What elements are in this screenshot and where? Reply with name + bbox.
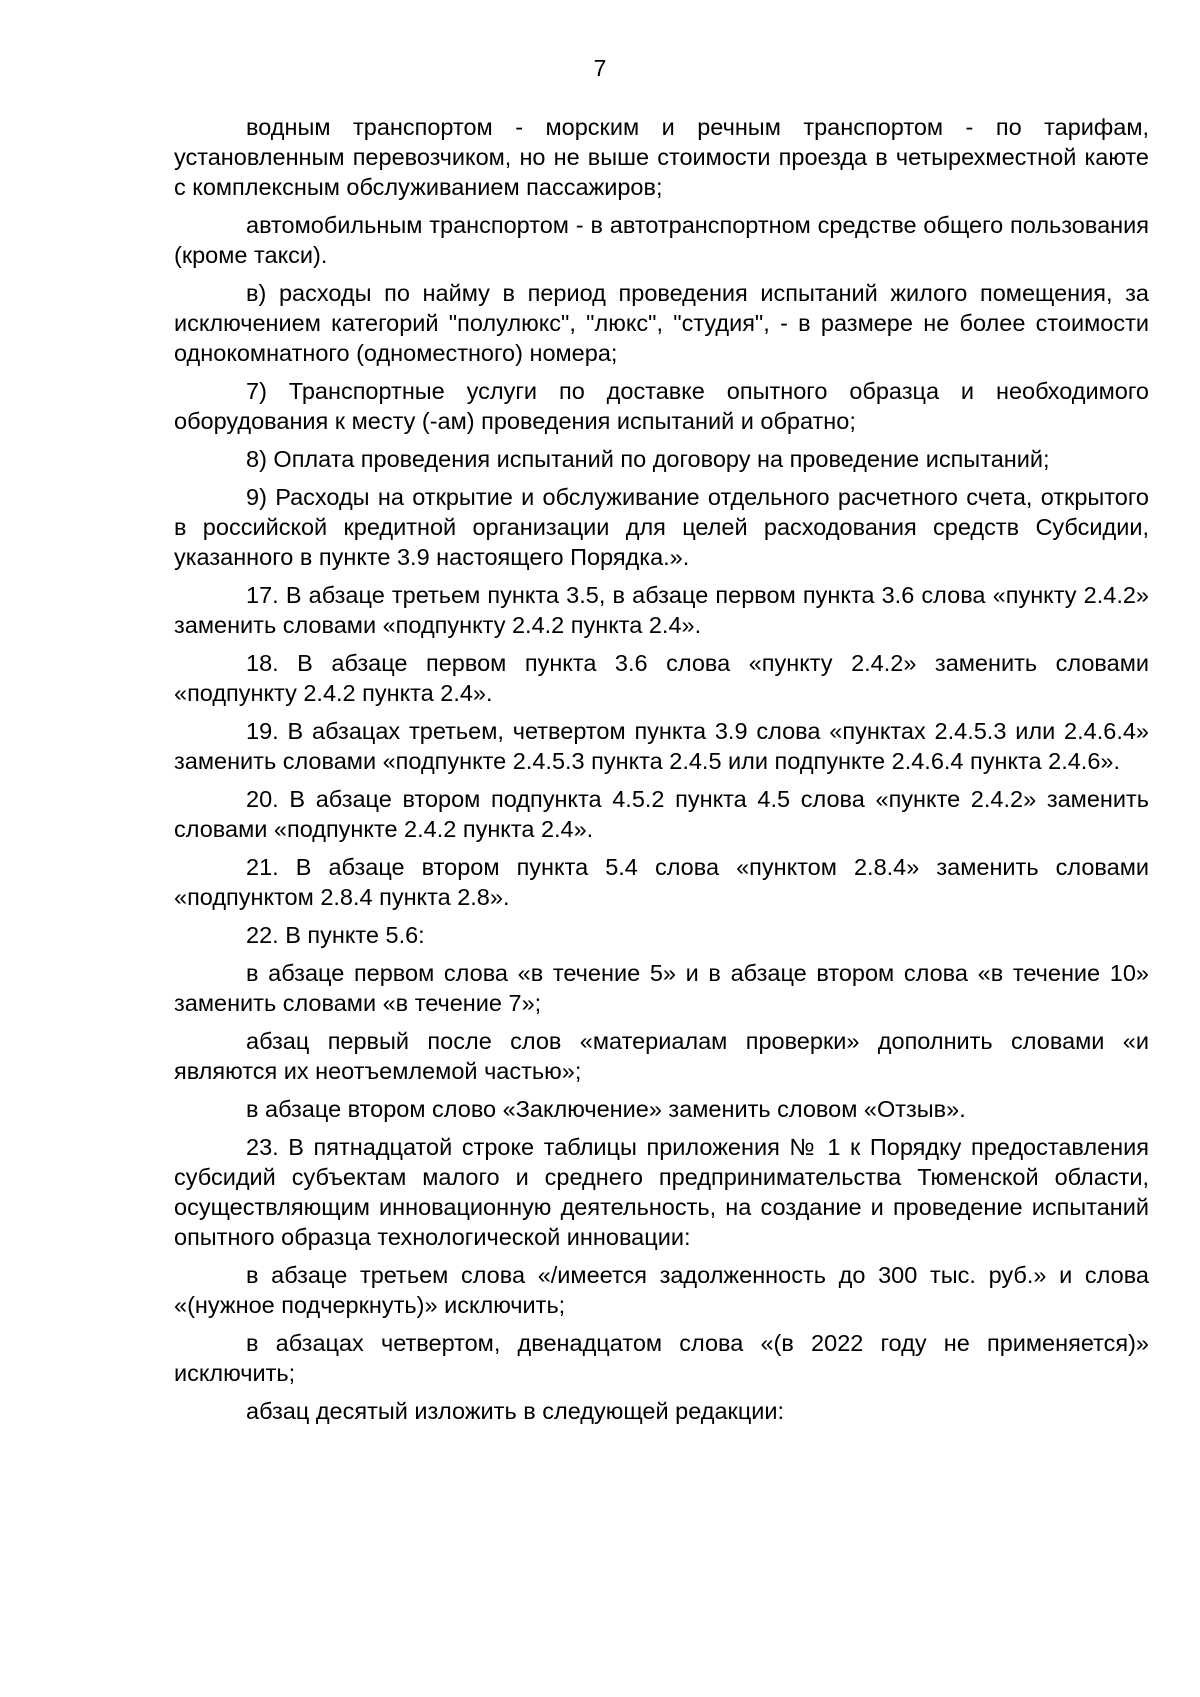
paragraph: 9) Расходы на открытие и обслуживание отдельного расчетного счета, открытого в российской кредитной организации для целей расходования средств Субсидии, указанного в пункте 3.9 настоящего Порядка.».: [174, 484, 1149, 570]
paragraph: 22. В пункте 5.6:: [246, 922, 425, 948]
paragraph: в абзацах четвертом, двенадцатом слова «(в 2022 году не применяется)» исключить;: [174, 1330, 1149, 1386]
paragraph: в абзаце третьем слова «/имеется задолженность до 300 тыс. руб.» и слова «(нужное подчеркнуть)» исключить;: [174, 1262, 1149, 1318]
paragraph: абзац первый после слов «материалам проверки» дополнить словами «и являются их неотъемлемой частью»;: [174, 1028, 1149, 1084]
paragraph: в) расходы по найму в период проведения испытаний жилого помещения, за исключением категорий "полулюкс", "люкс", "студия", - в размере не более стоимости однокомнатного (одноместного) номера;: [174, 280, 1149, 366]
page-number: 7: [593, 55, 607, 81]
document-body: [174, 112, 1149, 1434]
paragraph: автомобильным транспортом - в автотранспортном средстве общего пользования (кроме такси).: [174, 212, 1149, 268]
paragraph: в абзаце первом слова «в течение 5» и в абзаце втором слова «в течение 10» заменить словами «в течение 7»;: [174, 960, 1149, 1016]
paragraph: 7) Транспортные услуги по доставке опытного образца и необходимого оборудования к месту (-ам) проведения испытаний и обратно;: [174, 378, 1149, 434]
paragraph: 8) Оплата проведения испытаний по договору на проведение испытаний;: [246, 446, 1050, 472]
paragraph: 19. В абзацах третьем, четвертом пункта 3.9 слова «пунктах 2.4.5.3 или 2.4.6.4» заменить словами «подпункте 2.4.5.3 пункта 2.4.5 или подпункте 2.4.6.4 пункта 2.4.6».: [174, 718, 1149, 774]
paragraph: водным транспортом - морским и речным транспортом - по тарифам, установленным перевозчиком, но не выше стоимости проезда в четырехместной каюте с комплексным обслуживанием пассажиров;: [174, 114, 1149, 200]
paragraph: 17. В абзаце третьем пункта 3.5, в абзаце первом пункта 3.6 слова «пункту 2.4.2» заменить словами «подпункту 2.4.2 пункта 2.4».: [174, 582, 1149, 638]
paragraph: 23. В пятнадцатой строке таблицы приложения № 1 к Порядку предоставления субсидий субъектам малого и среднего предпринимательства Тюменской области, осуществляющим инновационную деятельность, на создание и проведение испытаний опытного образца технологической инновации:: [174, 1134, 1149, 1250]
paragraph: абзац десятый изложить в следующей редакции:: [246, 1398, 785, 1424]
paragraph: в абзаце втором слово «Заключение» заменить словом «Отзыв».: [246, 1096, 966, 1122]
paragraph: 21. В абзаце втором пункта 5.4 слова «пунктом 2.8.4» заменить словами «подпунктом 2.8.4 пункта 2.8».: [174, 854, 1149, 910]
paragraph: 20. В абзаце втором подпункта 4.5.2 пункта 4.5 слова «пункте 2.4.2» заменить словами «подпункте 2.4.2 пункта 2.4».: [174, 786, 1149, 842]
paragraph: 18. В абзаце первом пункта 3.6 слова «пункту 2.4.2» заменить словами «подпункту 2.4.2 пункта 2.4».: [174, 650, 1149, 706]
